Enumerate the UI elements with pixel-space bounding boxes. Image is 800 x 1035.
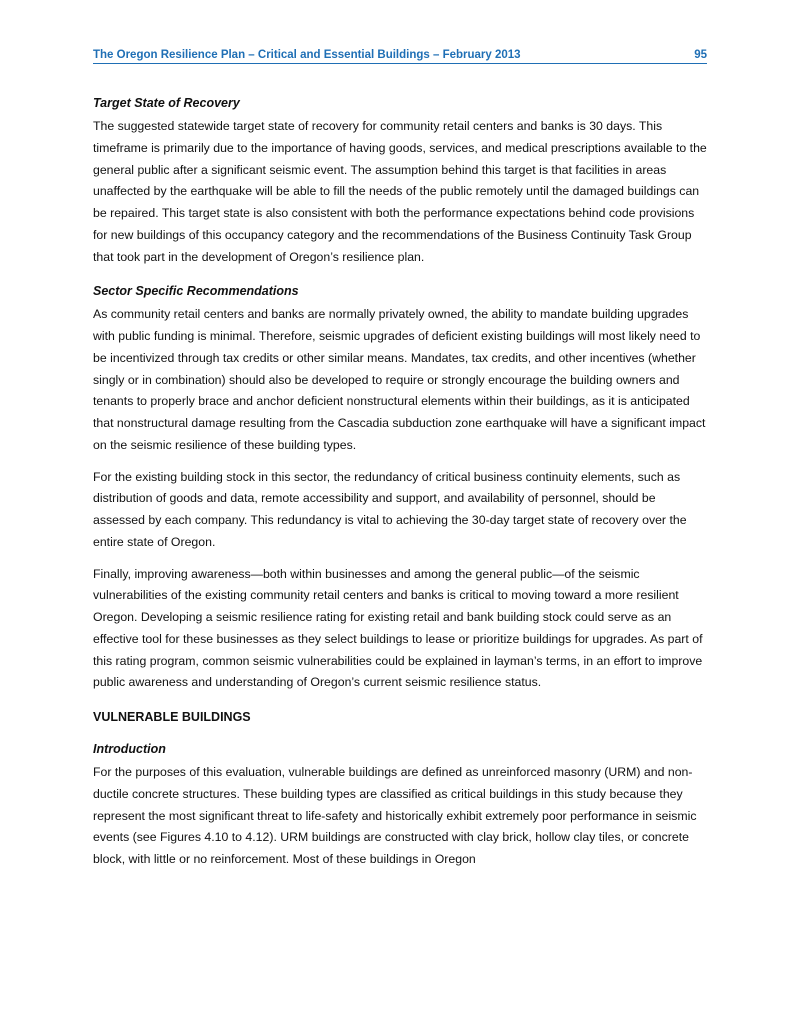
heading-vulnerable-buildings: VULNERABLE BUILDINGS xyxy=(93,710,251,724)
heading-target-state: Target State of Recovery xyxy=(93,96,240,110)
paragraph-sector-3: Finally, improving awareness—both within businesses and among the general public—of the seismic vulnerabilities of the existing community retail centers and banks is critical to moving toward a more resilient Oregon. Developing a seismic resilience rating for existing retail and bank building stock could serve as an effective tool for these businesses as they select buildings to lease or prioritize buildings for upgrades. As part of this rating program, common seismic vulnerabilities could be explained in layman’s terms, in an effort to improve public awareness and understanding of Oregon’s current seismic resilience status. xyxy=(93,566,703,690)
header-title: The Oregon Resilience Plan – Critical and Essential Buildings – February 2013 xyxy=(93,49,521,61)
heading-introduction: Introduction xyxy=(93,742,166,756)
page-body xyxy=(93,94,709,881)
page-number: 95 xyxy=(694,49,707,61)
heading-sector-recommendations: Sector Specific Recommendations xyxy=(93,284,299,299)
running-header xyxy=(93,49,707,64)
paragraph-sector-2: For the existing building stock in this sector, the redundancy of critical business continuity elements, such as distribution of goods and data, remote accessibility and support, and availability of personnel, should be assessed by each company. This redundancy is vital to achieving the 30-day target state of recovery over the entire state of Oregon. xyxy=(93,469,687,549)
paragraph-sector-1: As community retail centers and banks are normally privately owned, the ability to mandate building upgrades with public funding is minimal. Therefore, seismic upgrades of deficient existing buildings will most likely need to be incentivized through tax credits or other similar means. Mandates, tax credits, and other incentives (whether singly or in combination) should also be developed to require or strongly encourage the building owners and tenants to properly brace and anchor deficient nonstructural elements within their buildings, as it is anticipated that nonstructural damage resulting from the Cascadia subduction zone earthquake will have a significant impact on the seismic resilience of these building types. xyxy=(93,307,706,452)
paragraph-target-state: The suggested statewide target state of recovery for community retail centers and banks is 30 days. This timeframe is primarily due to the importance of having goods, services, and medical prescriptions available to the general public after a significant seismic event. The assumption behind this target is that facilities in areas unaffected by the earthquake will be able to fill the needs of the public remotely until the damaged buildings can be repaired. This target state is also consistent with both the performance expectations behind code provisions for new buildings of this occupancy category and the recommendations of the Business Continuity Task Group that took part in the development of Oregon’s resilience plan. xyxy=(93,119,707,264)
paragraph-introduction: For the purposes of this evaluation, vulnerable buildings are defined as unreinforced masonry (URM) and non-ductile concrete structures. These building types are classified as critical buildings in this study because they represent the most significant threat to life-safety and historically exhibit extremely poor performance in seismic events (see Figures 4.10 to 4.12). URM buildings are constructed with clay brick, hollow clay tiles, or concrete block, with little or no reinforcement. Most of these buildings in Oregon xyxy=(93,765,697,866)
